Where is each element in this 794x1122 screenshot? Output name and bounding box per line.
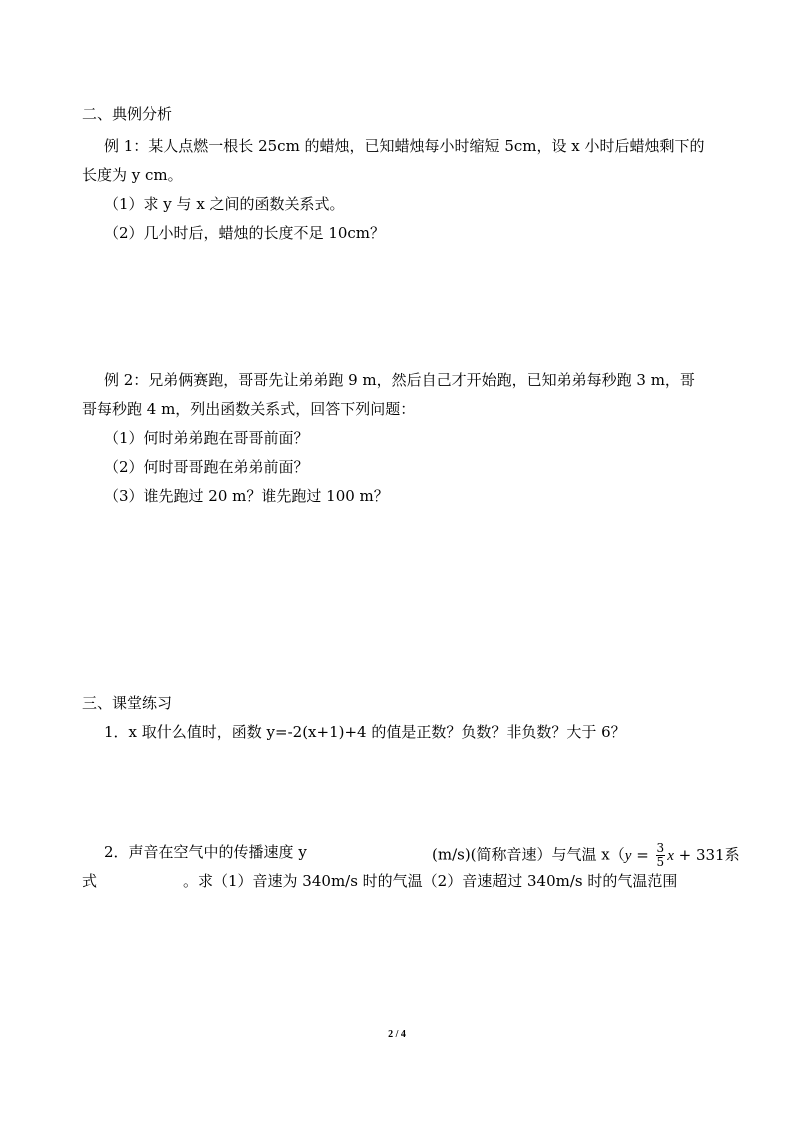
page-number: 2 / 4 <box>388 1029 406 1040</box>
practice-problem2-line2b: 。求（1）音速为 340m/s 时的气温（2）音速超过 340m/s 时的气温范围 <box>183 872 678 890</box>
formula-y: y <box>624 847 632 864</box>
fraction-numerator: 3 <box>656 841 665 855</box>
problem2-tail: 系 <box>724 845 740 864</box>
example1-question2: （2）几小时后，蜡烛的长度不足 10cm？ <box>104 224 386 242</box>
example1-line2: 长度为 y cm。 <box>82 166 183 184</box>
problem2-text-b: (m/s)(简称音速）与气温 x（ <box>432 845 625 864</box>
formula <box>624 841 725 869</box>
formula-fraction <box>656 842 666 869</box>
example1-question1: （1）求 y 与 x 之间的函数关系式。 <box>104 195 345 213</box>
practice-problem2-part-b <box>432 842 740 869</box>
example1-line1: 例 1：某人点燃一根长 25cm 的蜡烛，已知蜡烛每小时缩短 5cm，设 x 小时后蜡烛剩下的 <box>104 137 705 155</box>
formula-equals: = <box>631 845 654 864</box>
formula-x: x <box>667 847 674 864</box>
fraction-denominator: 5 <box>656 855 665 869</box>
example2-question3: （3）谁先跑过 20 m？谁先跑过 100 m？ <box>104 487 389 505</box>
formula-rest: + 331 <box>673 845 725 864</box>
section-heading-examples: 二、典例分析 <box>82 105 173 123</box>
practice-problem2-line2a: 式 <box>82 872 98 890</box>
section-heading-practice: 三、课堂练习 <box>82 694 173 712</box>
example2-line2: 哥每秒跑 4 m，列出函数关系式，回答下列问题： <box>82 400 416 418</box>
practice-problem1: 1．x 取什么值时，函数 y=-2(x+1)+4 的值是正数？负数？非负数？大于 6？ <box>104 723 626 741</box>
example2-line1: 例 2：兄弟俩赛跑，哥哥先让弟弟跑 9 m，然后自己才开始跑，已知弟弟每秒跑 3 m，哥 <box>104 371 695 389</box>
example2-question2: （2）何时哥哥跑在弟弟前面？ <box>104 458 309 476</box>
example2-question1: （1）何时弟弟跑在哥哥前面？ <box>104 429 309 447</box>
practice-problem2-part-a: 2．声音在空气中的传播速度 y <box>104 843 307 861</box>
